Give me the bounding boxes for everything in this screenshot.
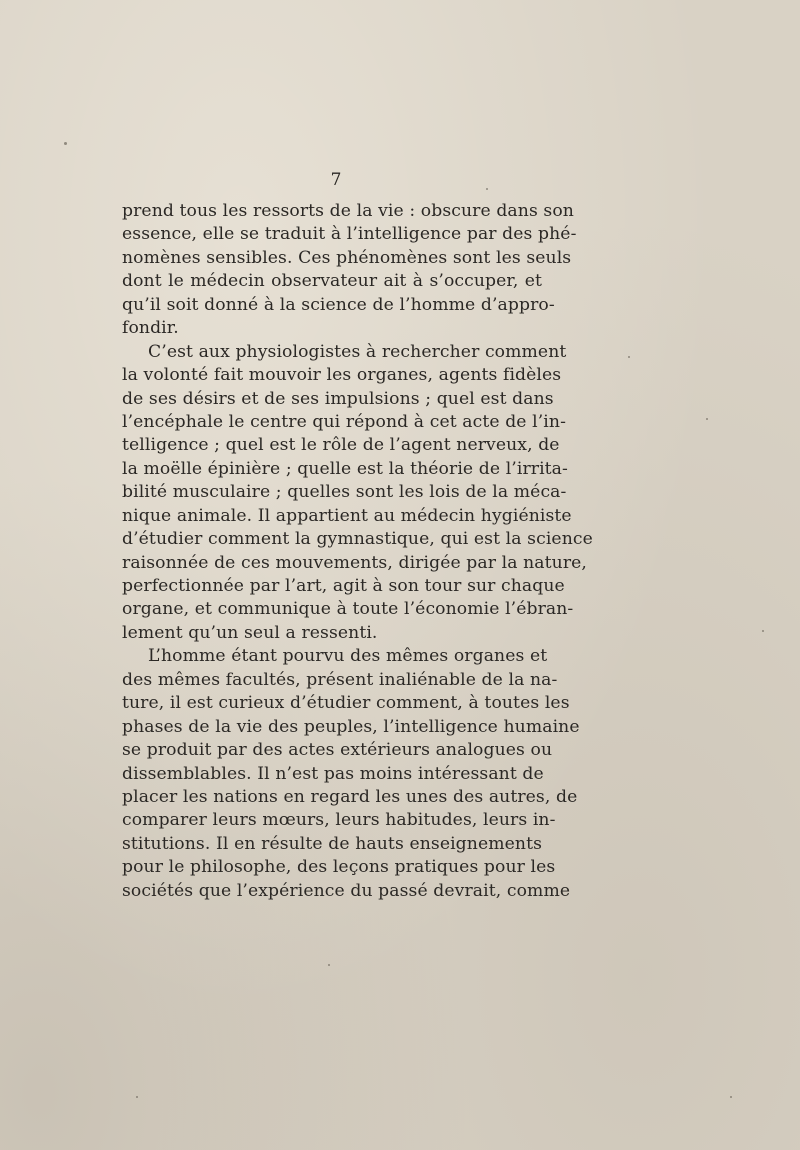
paper-speck [136,1096,138,1098]
text-line: raisonnée de ces mouvements, dirigée par la nature, [122,552,587,573]
text-line: dont le médecin observateur ait à s’occuper, et [122,271,542,292]
text-line: sociétés que l’expérience du passé devrait, comme [122,880,571,901]
text-line: nique animale. Il appartient au médecin hygiéniste [122,505,572,526]
text-line: nomènes sensibles. Ces phénomènes sont les seuls [122,247,572,268]
text-line: perfectionnée par l’art, agit à son tour sur chaque [122,576,565,596]
paper-speck [762,630,764,632]
text-line: telligence ; quel est le rôle de l’agent nerveux, de [122,435,560,456]
text-line: qu’il soit donné à la science de l’homme d’appro- [122,294,555,315]
text-line: phases de la vie des peuples, l’intelligence humaine [122,716,580,737]
text-line: stitutions. Il en résulte de hauts enseignements [122,833,542,854]
paper-speck [486,188,488,190]
text-line: l’encéphale le centre qui répond à cet acte de l’in- [122,411,566,432]
paper-speck [706,418,708,420]
text-line: des mêmes facultés, présent inaliénable de la na- [122,669,558,690]
text-line: placer les nations en regard les unes des autres, de [122,786,578,807]
text-line: lement qu’un seul a ressenti. [122,622,378,643]
body-text [122,200,593,903]
text-line: la moëlle épinière ; quelle est la théorie de l’irrita- [122,458,568,479]
text-line: comparer leurs mœurs, leurs habitudes, leurs in- [122,810,556,831]
text-line: se produit par des actes extérieurs analogues ou [122,740,553,761]
page-number: 7 [330,170,342,190]
text-line: fondir. [122,318,179,339]
text-line: d’étudier comment la gymnastique, qui est la science [122,529,593,550]
text-line: de ses désirs et de ses impulsions ; quel est dans [122,388,554,409]
text-line: la volonté fait mouvoir les organes, agents fidèles [122,365,562,386]
text-line: C’est aux physiologistes à rechercher comment [148,341,567,362]
paper-speck [328,964,330,966]
text-line: L’homme étant pourvu des mêmes organes et [148,646,548,667]
text-line: dissemblables. Il n’est pas moins intéressant de [122,763,544,784]
text-line: ture, il est curieux d’étudier comment, à toutes les [122,693,570,714]
text-line: essence, elle se traduit à l’intelligence par des phé- [122,224,577,245]
paper-speck [64,142,67,145]
paper-speck [628,356,630,358]
paper-speck [730,1096,732,1098]
text-line: pour le philosophe, des leçons pratiques pour les [122,857,556,878]
text-line: prend tous les ressorts de la vie : obscure dans son [122,201,574,221]
text-line: bilité musculaire ; quelles sont les lois de la méca- [122,482,567,503]
text-line: organe, et communique à toute l’économie l’ébran- [122,599,574,620]
